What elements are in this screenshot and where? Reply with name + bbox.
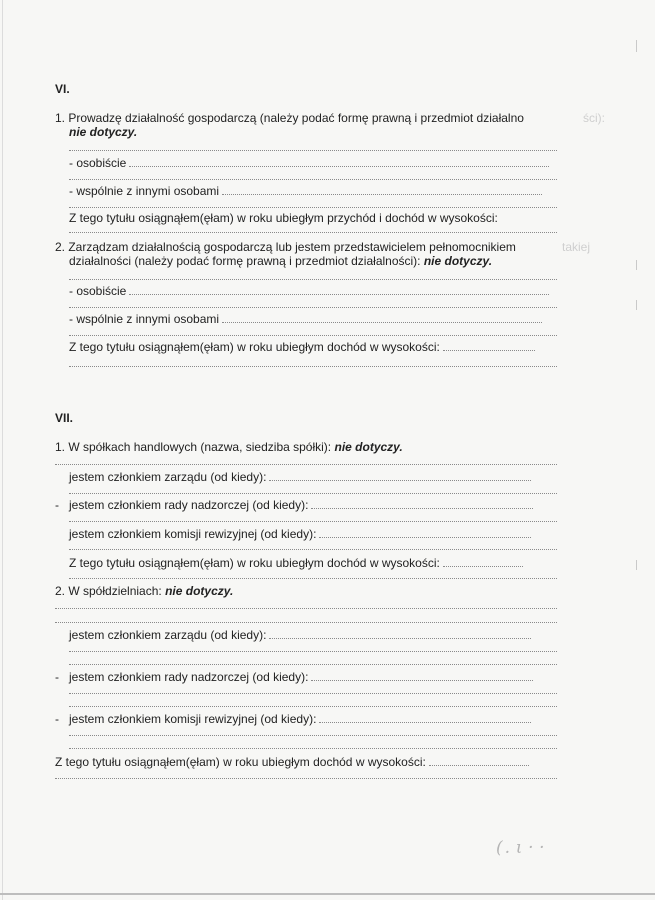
vii-item1-income: [69, 556, 523, 570]
vii-item2-income: [55, 755, 529, 769]
vi-item2-income-line: [69, 366, 557, 367]
vi-item2-jointly: [69, 312, 542, 326]
vi-item2-line2-text: działalności (należy podać formę prawną i przedmiot działalności):: [69, 254, 421, 268]
vii-item1-fill-line: [55, 464, 557, 465]
vii-item2-supervisory-dash: -: [55, 670, 59, 684]
vi-item1-fill-line: [69, 150, 557, 151]
vii-item1-not-applicable: nie dotyczy.: [334, 440, 403, 454]
vii-item2-audit-line-1: [69, 735, 557, 736]
vi-item2-personally: [69, 284, 549, 298]
vi-item2-income-label: Z tego tytułu osiągnąłem(ęłam) w roku ubiegłym dochód w wysokości:: [69, 340, 440, 354]
vii-item1-income-field: [443, 556, 523, 567]
vii-item1-supervisory-field: [311, 498, 533, 509]
vii-item2-board-line-1: [69, 651, 557, 652]
vi-item1-jointly-label: - wspólnie z innymi osobami: [69, 184, 220, 198]
vii-item2-audit-field: [319, 712, 531, 723]
vii-item2-audit-label: jestem członkiem komisji rewizyjnej (od kiedy):: [69, 712, 317, 726]
vii-item1-income-label: Z tego tytułu osiągnąłem(ęłam) w roku ubiegłym dochód w wysokości:: [69, 556, 440, 570]
vi-item2-personally-line: [69, 307, 557, 308]
vi-item2-not-applicable: nie dotyczy.: [423, 254, 493, 268]
vii-item2-audit-line-2: [69, 748, 557, 749]
vi-item1-income: Z tego tytułu osiągnąłem(ęłam) w roku ubiegłym przychód i dochód w wysokości:: [69, 211, 498, 225]
vii-item2-supervisory: [69, 670, 533, 684]
vi-item2-text: 2. Zarządzam działalnością gospodarczą lub jestem przedstawicielem pełnomocnikiem: [55, 240, 516, 254]
vii-item1-text-label: 1. W spółkach handlowych (nazwa, siedziba spółki):: [55, 440, 332, 454]
vi-item1-jointly-field: [222, 184, 542, 195]
vii-item1-supervisory-dash: -: [55, 498, 59, 512]
vi-item1-not-applicable: nie dotyczy.: [69, 125, 138, 139]
vi-item2-jointly-label: - wspólnie z innymi osobami: [69, 312, 220, 326]
vii-item1-board-field: [269, 470, 531, 481]
scan-mark-right-2: [636, 260, 637, 270]
vii-item2-text-label: 2. W spółdzielniach:: [55, 584, 162, 598]
vi-item2-income-field: [443, 340, 535, 351]
vii-item1-text: [55, 440, 403, 454]
vi-item1-personally-line: [69, 179, 557, 180]
scan-edge-bottom: [0, 893, 655, 895]
vii-item1-board-label: jestem członkiem zarządu (od kiedy):: [69, 470, 267, 484]
vi-item1-personally-field: [129, 156, 549, 167]
vi-item1-jointly-line: [69, 207, 557, 208]
vii-item2-supervisory-line-2: [69, 706, 557, 707]
vi-item2-jointly-line: [69, 335, 557, 336]
vii-item1-supervisory-label: jestem członkiem rady nadzorczej (od kiedy):: [69, 498, 309, 512]
vi-item2-personally-label: - osobiście: [69, 284, 127, 298]
vi-item2-jointly-field: [222, 312, 542, 323]
vi-item1-text-tail: ści):: [583, 111, 605, 125]
scan-edge-left: [2, 0, 3, 900]
vii-item2-board-field: [269, 628, 531, 639]
vii-item2-board-label: jestem członkiem zarządu (od kiedy):: [69, 628, 267, 642]
vii-item1-board-line: [69, 493, 557, 494]
vi-item2-income: [69, 340, 535, 354]
vii-item1-supervisory: [69, 498, 533, 512]
vii-item1-audit: [69, 527, 531, 541]
vii-item1-audit-line: [69, 549, 557, 550]
signature-mark: (. ι · ·: [496, 838, 547, 858]
vii-item1-board: [69, 470, 531, 484]
vi-item2-line2: [69, 254, 492, 268]
vii-item2-supervisory-label: jestem członkiem rady nadzorczej (od kiedy):: [69, 670, 309, 684]
vii-item1-income-line: [69, 578, 557, 579]
vi-item1-personally-label: - osobiście: [69, 156, 127, 170]
vi-item2-text-tail: takiej: [562, 240, 591, 254]
vii-item1-audit-field: [319, 527, 531, 538]
section-vi-heading: VI.: [55, 82, 70, 96]
vii-item2-audit-dash: -: [55, 712, 59, 726]
vii-item2-board: [69, 628, 531, 642]
vii-item2-board-line-2: [69, 664, 557, 665]
vii-item2-supervisory-field: [311, 670, 533, 681]
scan-mark-right-3: [636, 300, 637, 310]
vii-item2-income-field: [429, 755, 529, 766]
vii-item1-audit-label: jestem członkiem komisji rewizyjnej (od kiedy):: [69, 527, 317, 541]
vii-item2-fill-line-2: [55, 622, 557, 623]
vi-item1-jointly: [69, 184, 542, 198]
vii-item2-supervisory-line-1: [69, 693, 557, 694]
scan-mark-right-1: [636, 40, 637, 52]
vii-item2-fill-line-1: [55, 608, 557, 609]
vi-item1-personally: [69, 156, 549, 170]
section-vii-heading: VII.: [55, 411, 74, 425]
vii-item2-audit: [69, 712, 531, 726]
vi-item1-text: 1. Prowadzę działalność gospodarczą (należy podać formę prawną i przedmiot działalno: [55, 111, 524, 125]
vii-item2-not-applicable: nie dotyczy.: [165, 584, 234, 598]
vi-item2-fill-line: [69, 279, 557, 280]
vii-item2-text: [55, 584, 233, 598]
vii-item2-income-line: [55, 778, 557, 779]
vii-item2-income-label: Z tego tytułu osiągnąłem(ęłam) w roku ubiegłym dochód w wysokości:: [55, 755, 426, 769]
vii-item1-supervisory-line: [69, 521, 557, 522]
vi-item2-personally-field: [129, 284, 549, 295]
vi-item1-income-line: [69, 232, 557, 233]
scan-mark-right-4: [636, 560, 637, 570]
